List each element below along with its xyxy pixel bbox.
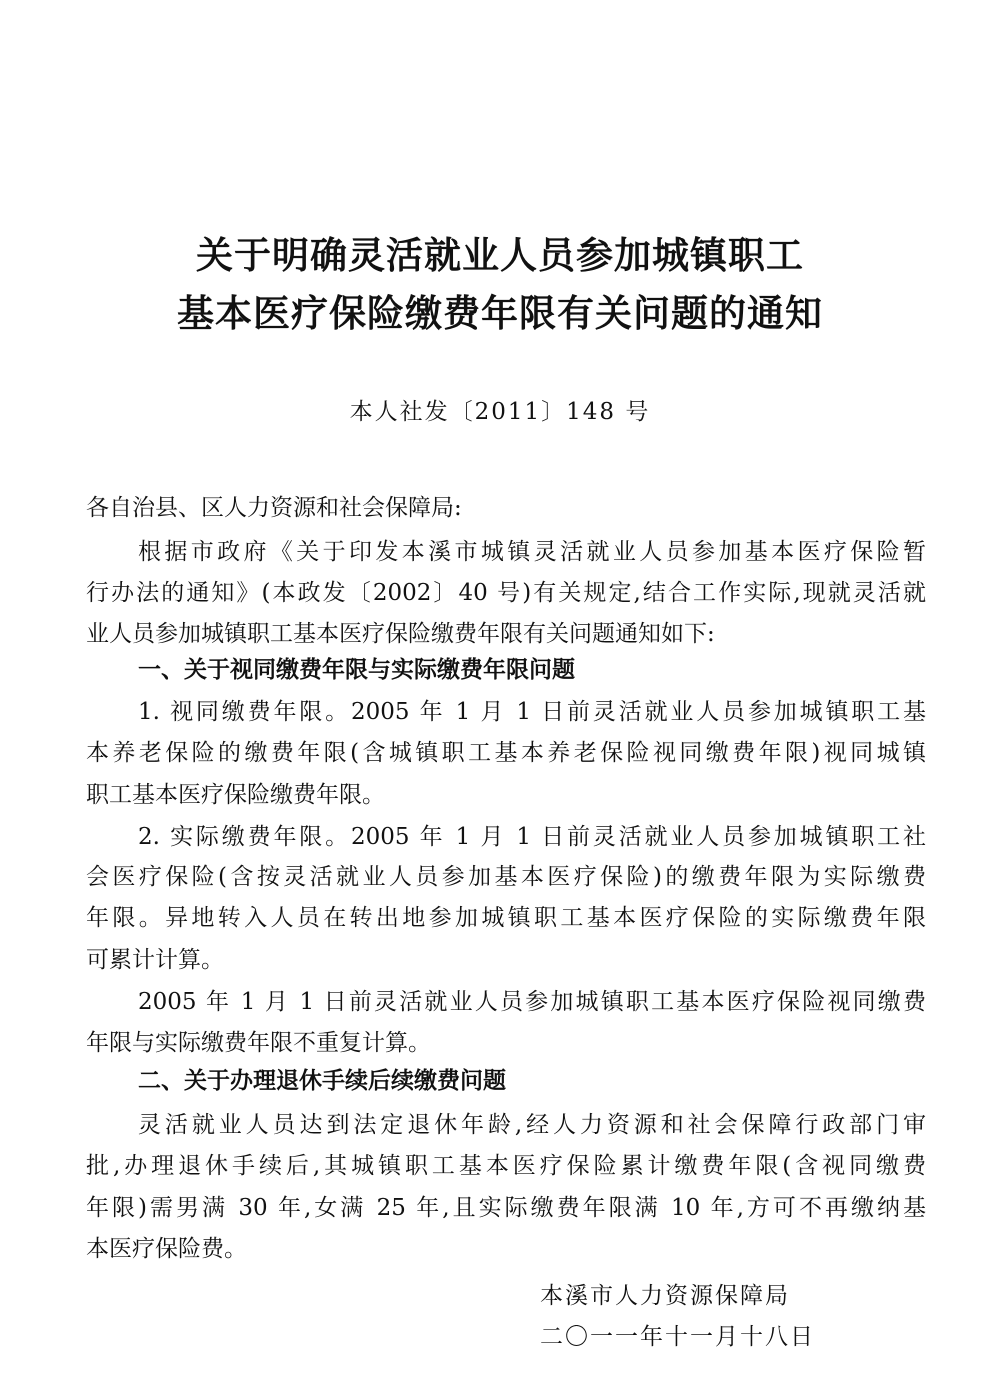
document-title-line-2: 基本医疗保险缴费年限有关问题的通知 bbox=[177, 292, 823, 335]
signature-date: 二〇一一年十一月十八日 bbox=[540, 1324, 815, 1350]
item-1-line-3: 职工基本医疗保险缴费年限。 bbox=[86, 782, 385, 808]
note-line-1: 2005 年 1 月 1 日前灵活就业人员参加城镇职工基本医疗保险视同缴费 bbox=[138, 989, 926, 1015]
note-line-2: 年限与实际缴费年限不重复计算。 bbox=[86, 1030, 431, 1056]
intro-line-2: 行办法的通知》(本政发〔2002〕40 号)有关规定,结合工作实际,现就灵活就 bbox=[86, 580, 926, 606]
section-2-line-4: 本医疗保险费。 bbox=[86, 1236, 247, 1262]
item-1-line-2: 本养老保险的缴费年限(含城镇职工基本养老保险视同缴费年限)视同城镇 bbox=[86, 740, 926, 766]
document-number: 本人社发〔2011〕148 号 bbox=[349, 399, 651, 425]
section-2-line-1: 灵活就业人员达到法定退休年龄,经人力资源和社会保障行政部门审 bbox=[138, 1112, 926, 1138]
item-2-line-2: 会医疗保险(含按灵活就业人员参加基本医疗保险)的缴费年限为实际缴费 bbox=[86, 864, 926, 890]
section-1-heading: 一、关于视同缴费年限与实际缴费年限问题 bbox=[138, 657, 575, 683]
section-2-line-2: 批,办理退休手续后,其城镇职工基本医疗保险累计缴费年限(含视同缴费 bbox=[86, 1153, 926, 1179]
signature-organization: 本溪市人力资源保障局 bbox=[540, 1283, 790, 1309]
item-2-line-3: 年限。异地转入人员在转出地参加城镇职工基本医疗保险的实际缴费年限 bbox=[86, 905, 926, 931]
item-2-line-4: 可累计计算。 bbox=[86, 947, 224, 973]
addressee: 各自治县、区人力资源和社会保障局: bbox=[86, 495, 462, 521]
item-1-line-1: 1. 视同缴费年限。2005 年 1 月 1 日前灵活就业人员参加城镇职工基 bbox=[138, 699, 926, 725]
section-2-heading: 二、关于办理退休手续后续缴费问题 bbox=[138, 1068, 506, 1094]
intro-line-1: 根据市政府《关于印发本溪市城镇灵活就业人员参加基本医疗保险暂 bbox=[138, 539, 926, 565]
section-2-line-3: 年限)需男满 30 年,女满 25 年,且实际缴费年限满 10 年,方可不再缴纳基 bbox=[86, 1195, 926, 1221]
intro-line-3: 业人员参加城镇职工基本医疗保险缴费年限有关问题通知如下: bbox=[86, 621, 715, 647]
document-title-line-1: 关于明确灵活就业人员参加城镇职工 bbox=[196, 234, 804, 277]
item-2-line-1: 2. 实际缴费年限。2005 年 1 月 1 日前灵活就业人员参加城镇职工社 bbox=[138, 824, 926, 850]
